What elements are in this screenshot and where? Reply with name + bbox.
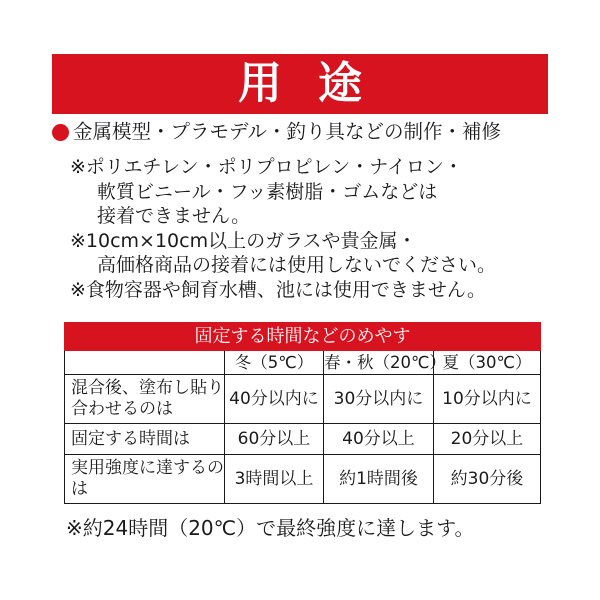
page-title: 用途: [238, 58, 398, 109]
column-header: 夏（30℃）: [434, 351, 541, 375]
column-header: 冬（5℃）: [225, 351, 324, 375]
note-line: 軟質ビニール・フッ素樹脂・ゴムなどは: [97, 180, 438, 203]
note-line: ※ポリエチレン・ポリプロピレン・ナイロン・: [70, 156, 463, 178]
note-line: ※10cm×10cm以上のガラスや貴金属・: [70, 229, 417, 252]
curing-time-table: [64, 322, 541, 504]
bullet-dot-icon: [52, 124, 69, 141]
row-label: 実用強度に達するのは: [65, 455, 225, 504]
note-line: 高価格商品の接着には使用しないでください。: [97, 254, 497, 276]
title-banner: [52, 54, 548, 114]
row-label: 混合後、塗布し貼り合わせるのは: [65, 375, 225, 424]
table-header-row: [65, 351, 541, 375]
table-corner-cell: [65, 351, 225, 375]
row-label: 固定する時間は: [65, 424, 225, 455]
note-line: ※食物容器や飼育水槽、池には使用できません。: [70, 278, 487, 301]
footer-note: ※約24時間（20℃）で最終強度に達します。: [66, 516, 475, 540]
table-cell: 30分以内に: [324, 375, 434, 424]
table-cell: 約30分後: [434, 455, 541, 504]
table-cell: 20分以上: [434, 424, 541, 455]
usage-line: [52, 120, 501, 144]
table-cell: 約1時間後: [324, 455, 434, 504]
table-cell: 40分以上: [324, 424, 434, 455]
caution-notes: [70, 155, 496, 302]
note-line: 接着できません。: [97, 205, 251, 227]
column-header: 春・秋（20℃）: [324, 351, 434, 375]
usage-text: 金属模型・プラモデル・釣り具などの制作・補修: [73, 120, 502, 143]
table-row: [65, 455, 541, 504]
table-cell: 3時間以上: [225, 455, 324, 504]
table-title: 固定する時間などのめやす: [65, 323, 541, 351]
table-cell: 10分以内に: [434, 375, 541, 424]
table-row: [65, 424, 541, 455]
table-cell: 60分以上: [225, 424, 324, 455]
table-row: [65, 375, 541, 424]
table-cell: 40分以内に: [225, 375, 324, 424]
